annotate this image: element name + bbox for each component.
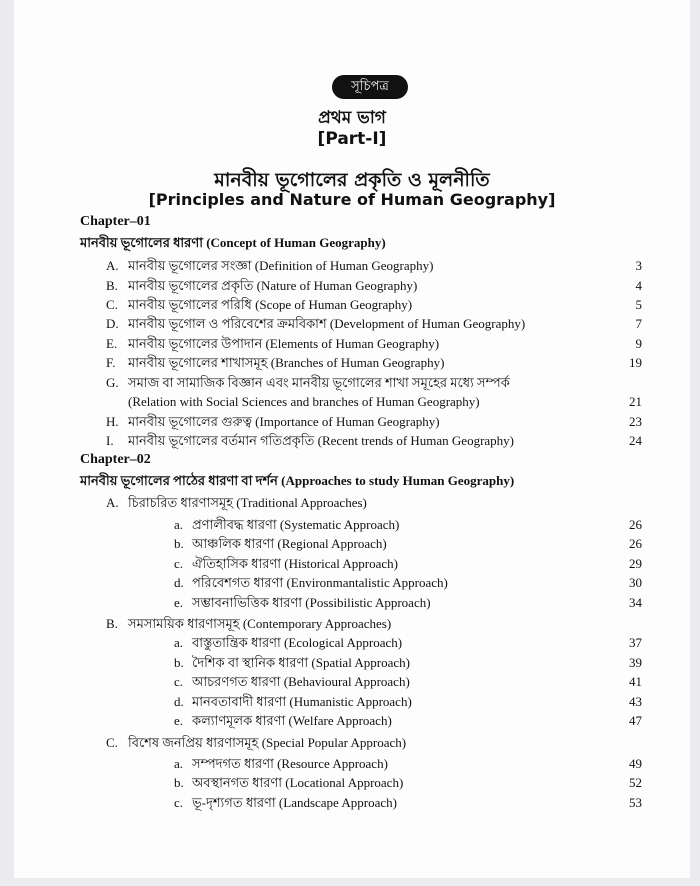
- toc-entry[interactable]: [106, 335, 439, 353]
- entry-page-number: 53: [629, 795, 642, 810]
- entry-letter: b.: [174, 775, 184, 790]
- entry-letter: F.: [106, 355, 116, 370]
- entry-text: আঞ্চলিক ধারণা (Regional Approach): [192, 536, 387, 551]
- toc-badge: সূচিপত্র: [332, 75, 408, 99]
- toc-entry[interactable]: [106, 413, 440, 431]
- chapter-2-label: Chapter–02: [80, 452, 151, 467]
- entry-letter: b.: [174, 536, 184, 551]
- entry-text: ভূ-দৃশ্যগত ধারণা (Landscape Approach): [192, 795, 397, 810]
- toc-entry[interactable]: [106, 296, 412, 314]
- toc-entry[interactable]: [106, 315, 525, 333]
- entry-letter: a.: [174, 756, 184, 771]
- toc-subentry[interactable]: [174, 594, 431, 612]
- toc-entry[interactable]: [106, 354, 444, 372]
- chapter-1-heading: মানবীয় ভূগোলের ধারণা (Concept of Human Geography): [80, 235, 386, 250]
- entry-letter: a.: [174, 635, 184, 650]
- section-heading[interactable]: [106, 734, 406, 752]
- entry-page-number: 7: [635, 316, 642, 331]
- section-letter: A.: [106, 495, 119, 510]
- entry-page-number: 43: [629, 694, 642, 709]
- part-title-bengali: প্রথম ভাগ: [318, 108, 386, 128]
- toc-entry[interactable]: [106, 277, 417, 295]
- entry-letter: A.: [106, 258, 119, 273]
- entry-page-number: 19: [629, 355, 642, 370]
- entry-text: দৈশিক বা স্থানিক ধারণা (Spatial Approach): [192, 655, 410, 670]
- toc-entry[interactable]: [106, 374, 510, 392]
- part-title-english: [Part-I]: [317, 129, 387, 149]
- entry-text: মানবীয় ভূগোলের বর্তমান গতিপ্রকৃতি (Recent trends of Human Geography): [128, 433, 515, 448]
- toc-entry-continuation[interactable]: [128, 393, 480, 411]
- chapter-2-heading: মানবীয় ভূগোলের পাঠের ধারণা বা দর্শন (Approaches to study Human Geography): [80, 473, 515, 488]
- toc-subentry[interactable]: [174, 755, 388, 773]
- book-title-bengali: মানবীয় ভূগোলের প্রকৃতি ও মূলনীতি: [214, 169, 490, 191]
- section-title: চিরাচরিত ধারণাসমূহ (Traditional Approaches): [128, 495, 367, 510]
- entry-page-number: 30: [629, 575, 642, 590]
- entry-page-number: 52: [629, 775, 642, 790]
- entry-letter: b.: [174, 655, 184, 670]
- entry-page-number: 26: [629, 517, 642, 532]
- entry-page-number: 47: [629, 713, 642, 728]
- section-letter: B.: [106, 616, 118, 631]
- entry-text: অবস্থানগত ধারণা (Locational Approach): [192, 775, 404, 790]
- entry-page-number: 4: [635, 278, 642, 293]
- entry-letter: D.: [106, 316, 119, 331]
- entry-page-number: 26: [629, 536, 642, 551]
- entry-text: সম্পদগত ধারণা (Resource Approach): [192, 756, 388, 771]
- section-heading[interactable]: [106, 615, 391, 633]
- toc-subentry[interactable]: [174, 574, 448, 592]
- entry-page-number: 23: [629, 414, 642, 429]
- entry-text: পরিবেশগত ধারণা (Environmantalistic Approach): [192, 575, 448, 590]
- toc-subentry[interactable]: [174, 673, 410, 691]
- entry-text: মানবীয় ভূগোলের সংজ্ঞা (Definition of Human Geography): [128, 258, 434, 273]
- entry-letter: a.: [174, 517, 184, 532]
- entry-text: মানবীয় ভূগোলের গুরুত্ব (Importance of Human Geography): [128, 414, 440, 429]
- entry-letter: C.: [106, 297, 118, 312]
- entry-text: (Relation with Social Sciences and branches of Human Geography): [128, 394, 480, 409]
- entry-text: সম্ভাবনাভিত্তিক ধারণা (Possibilistic Approach): [192, 595, 431, 610]
- entry-letter: d.: [174, 575, 184, 590]
- book-title-english: [Principles and Nature of Human Geography]: [148, 190, 556, 209]
- entry-page-number: 24: [629, 433, 642, 448]
- entry-page-number: 21: [629, 394, 642, 409]
- toc-subentry[interactable]: [174, 693, 412, 711]
- entry-page-number: 9: [635, 336, 642, 351]
- section-title: বিশেষ জনপ্রিয় ধারণাসমূহ (Special Popular Approach): [128, 735, 407, 750]
- chapter-1-label: Chapter–01: [80, 214, 151, 229]
- entry-text: বাস্তুতান্ত্রিক ধারণা (Ecological Approach): [192, 635, 403, 650]
- entry-text: মানবতাবাদী ধারণা (Humanistic Approach): [192, 694, 412, 709]
- entry-letter: H.: [106, 414, 119, 429]
- entry-letter: E.: [106, 336, 118, 351]
- entry-page-number: 3: [635, 258, 642, 273]
- entry-text: মানবীয় ভূগোলের পরিধি (Scope of Human Geography): [128, 297, 413, 312]
- entry-text: মানবীয় ভূগোলের প্রকৃতি (Nature of Human Geography): [128, 278, 418, 293]
- section-title: সমসাময়িক ধারণাসমূহ (Contemporary Approaches): [128, 616, 392, 631]
- entry-page-number: 41: [629, 674, 642, 689]
- toc-subentry[interactable]: [174, 654, 410, 672]
- entry-text: মানবীয় ভূগোলের উপাদান (Elements of Human Geography): [128, 336, 440, 351]
- entry-letter: e.: [174, 595, 184, 610]
- entry-text: মানবীয় ভূগোলের শাখাসমূহ (Branches of Human Geography): [128, 355, 445, 370]
- toc-subentry[interactable]: [174, 555, 398, 573]
- entry-text: ঐতিহাসিক ধারণা (Historical Approach): [192, 556, 398, 571]
- entry-letter: c.: [174, 674, 184, 689]
- toc-subentry[interactable]: [174, 535, 387, 553]
- entry-letter: B.: [106, 278, 118, 293]
- entry-page-number: 5: [635, 297, 642, 312]
- entry-letter: G.: [106, 375, 119, 390]
- section-letter: C.: [106, 735, 118, 750]
- entry-letter: c.: [174, 795, 184, 810]
- entry-page-number: 37: [629, 635, 642, 650]
- entry-page-number: 29: [629, 556, 642, 571]
- toc-entry[interactable]: [106, 257, 433, 275]
- entry-page-number: 34: [629, 595, 642, 610]
- toc-subentry[interactable]: [174, 516, 399, 534]
- entry-page-number: 49: [629, 756, 642, 771]
- entry-text: মানবীয় ভূগোল ও পরিবেশের ক্রমবিকাশ (Development of Human Geography): [128, 316, 526, 331]
- toc-subentry[interactable]: [174, 774, 403, 792]
- toc-subentry[interactable]: [174, 794, 397, 812]
- entry-text: প্রণালীবদ্ধ ধারণা (Systematic Approach): [192, 517, 400, 532]
- toc-entry[interactable]: [106, 432, 514, 450]
- toc-page: [14, 0, 690, 878]
- toc-subentry[interactable]: [174, 634, 402, 652]
- entry-letter: I.: [106, 433, 114, 448]
- section-heading[interactable]: [106, 494, 367, 512]
- entry-text: সমাজ বা সামাজিক বিজ্ঞান এবং মানবীয় ভূগোলের শাখা সমূহের মধ্যে সম্পর্ক: [128, 375, 510, 390]
- entry-text: কল্যাণমূলক ধারণা (Welfare Approach): [192, 713, 392, 728]
- toc-subentry[interactable]: [174, 712, 392, 730]
- entry-letter: d.: [174, 694, 184, 709]
- entry-letter: c.: [174, 556, 184, 571]
- entry-page-number: 39: [629, 655, 642, 670]
- entry-text: আচরণগত ধারণা (Behavioural Approach): [192, 674, 410, 689]
- entry-letter: e.: [174, 713, 184, 728]
